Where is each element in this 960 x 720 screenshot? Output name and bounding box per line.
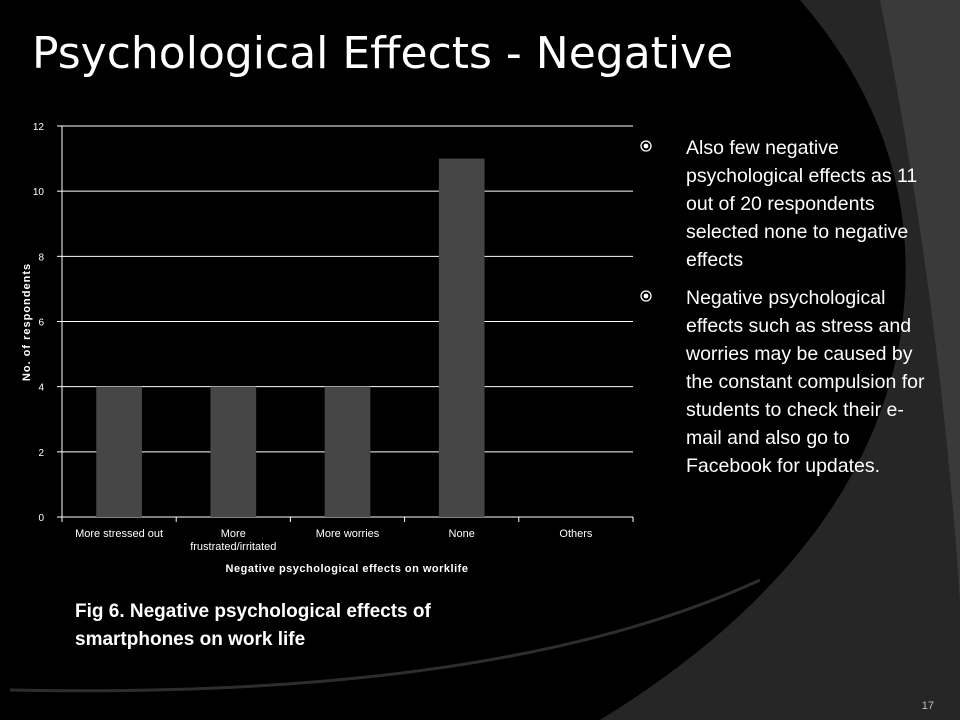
y-tick-label: 8 — [38, 252, 44, 264]
x-tick-label — [75, 528, 163, 540]
bullet-list — [636, 134, 936, 490]
x-tick-label — [190, 528, 276, 553]
figure-caption: Fig 6. Negative psychological effects of smartphones on work life — [75, 601, 431, 650]
y-tick-label: 6 — [38, 317, 44, 329]
y-tick-label: 4 — [38, 382, 44, 394]
x-tick-label — [559, 528, 593, 540]
bar-more-stressed-out — [96, 387, 142, 517]
x-tick-label-line: frustrated/irritated — [190, 541, 277, 553]
x-tick-label-line: More worries — [315, 528, 380, 540]
y-tick-label: 2 — [38, 447, 44, 459]
y-tick-labels — [33, 122, 45, 524]
bar-none — [439, 159, 485, 517]
slide-title: Psychological Effects - Negative — [32, 28, 734, 79]
bullet-item — [636, 134, 936, 274]
x-tick-label-line: Others — [559, 528, 593, 540]
x-tick-label-line: More — [220, 528, 246, 540]
y-tick-label: 12 — [32, 122, 44, 133]
y-axis-label: No. of respondents — [21, 262, 33, 382]
x-tick-label-line: None — [448, 528, 475, 540]
page-number: 17 — [921, 700, 934, 712]
bar-more-worries — [325, 387, 371, 517]
x-tick-label — [316, 528, 380, 540]
radio-bullet-icon — [640, 140, 652, 152]
x-axis-label: Negative psychological effects on worklife — [225, 563, 469, 575]
x-tick-label-line: More stressed out — [75, 528, 164, 540]
bullet-text: Negative psychological effects such as stress and worries may be caused by the constant compulsion for students to check their e-mail and also go to Facebook for updates. — [686, 287, 925, 477]
x-tick-label — [449, 528, 475, 540]
bar-chart — [0, 110, 640, 580]
x-tick-labels — [75, 528, 593, 553]
y-tick-label: 10 — [32, 187, 44, 199]
bullet-text: Also few negative psychological effects as 11 out of 20 respondents selected none to negative effects — [686, 137, 918, 271]
radio-bullet-icon — [640, 290, 652, 302]
y-tick-label: 0 — [38, 513, 44, 524]
bar-more-frustrated-irritated — [210, 387, 256, 517]
bars — [96, 159, 484, 517]
bullet-item — [636, 284, 936, 480]
